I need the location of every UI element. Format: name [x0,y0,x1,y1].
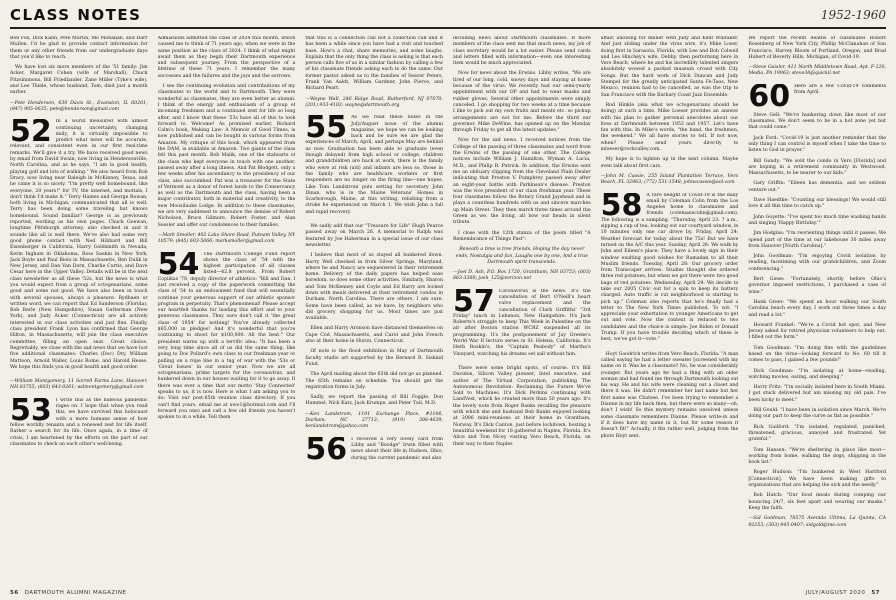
note-paragraph: that this is a connection call not a collection call and it has been a while since you have had a visit and touched base. How's a chat, share memories, and some laughs. Explain that the only thing the class is asking is that each person calls five of us in a similar fashion by calling a few of his classmate friends asking each to do the same. Our former pastor asked us to the families of Seaver Peters, Frank Van Aaldt, William Gardner, John Pierce, and Richard Peart. [305,36,443,92]
class-57-notes [453,289,591,362]
page-number-left: 56 [10,590,19,596]
magazine-name: DARTMOUTH ALUMNI MAGAZINE [24,590,127,596]
note-paragraph: Of note is the flood exhibition in May of Dartmouth faculty studio art supported by the Bernard R. Siskind Fund. [305,349,443,367]
classmate-comment: Steve Gell: "We're hunkering down like most of our classmates. We don't seem to be in a hot zone yet but that could come." [748,112,886,131]
note-paragraph: A rare delight of Covid-19 is the daily email by Coleman Colin from the Los Angeles home to classmates and friends (colemanscolin@gmail.com). The following is a sampling. "Thursday, April 23: 7 a.m., sipping a cup of tea, looking out our courtyard window, in 10 minutes only one car drove by. Friday, April 24: Weather forecast for today about the 75s! But we have turned on the A/C this year. Sunday, April 26: We walk by John and Eileen's place. They have a lovely sign in their window exalting good wishes for Ramadan to all their Muslim friends. Tuesday, April 28: Our grocery order from Transcaper arrives. Studies thought she ordered three red potatoes, but when we got there were two good bags of red potatoes. Wednesday, April 29: We decide to take our 2005 Civic out for a spin to keep its battery charged. Auto traffic is cut neighborhood is starting to pick up." Coleman also reports that he's finally had a letter to The New York Times published. To wit: "I appreciate your exhortation to younger Americans to get out and vote. Now the context is reduced to two candidates and the choice is simple: Joe Biden or Donald Trump. If you have trouble deciding which of these is best, we've got it—vote." [600,192,739,343]
note-paragraph: I received a very lovely card from Libby and "Boodge" Irwin filled with news about their life in Hudson, Ohio, during the current pandemic and also [351,436,443,461]
class-year-52: 52 [10,119,52,150]
class-year-53: 53 [10,397,52,428]
secretary-signature: —John M. Cassie, 255 Island Plantation Terrace, Vero Beach, FL 32963; (772) 531-1548; johnecassie@aol.com [600,173,739,186]
class-year-60: 60 [748,83,791,109]
note-paragraph: The April mailing about the 65th did not go as planned. The 65th remains on schedule. You should get the registration forms in July. [305,372,443,390]
class-52-notes [10,119,148,375]
classmate-comment: Jim Hodgins: "I'm reorienting things until it passes. We spend part of the time at our lakehouse 30 miles away from Hanover [North Carolina]." [748,231,886,249]
secretary-signature: —Ken Landstrom, 1101 Exchange Place, #1106, Durham, NC 27713; (919) 306-4639; kenlandstrom@yahoo.com [305,411,443,430]
class-58-notes [601,193,739,348]
column-1 [10,36,148,578]
note-paragraph: In a world measured with almost continuing uncertainty, changing daily, it is virtually impossible to predict what news will be accurate, relevant, and consistent even in our first real-time remarks. We'll give it a try. We have received good news by email from David Swain, now living in Hendersonville, North Carolina, and as he says, "I am in good health, playing golf and lots of walking." We also heard from Bob Dracy, now living near Raleigh in McKinney, Texas, and he came it is so nicely. "I'm pretty well homebound, like everyone, 20 years!" for TV, the internet, and mottals, I don't think I'd make it." Terry Haines and George Rowan, both living in Michigan, communicated that all is well. Terry has been doing some traveling but knows homebound. Sound familiar? George is as previously reported, working as his own pages. Chuck Goewan, longtime Pittsburgh attorney, also checked in and it sounds like all is well there. We've also had some very good phone contact with Ned Hibbard and Bill Eisenberger in California, Harry Goldsmith in Nevada, Kerm Ingham in Oklahoma, Ross Saekin in New York, Jack Boyle and Paul Biolo in Massachusetts, Ben Dulik in New Jersey, and Dan Van Dorn, Charlie Curtis, and Dave Cesar here in the Upper Valley. Details will be in the next class newsletter as all these '52s, but the news is what you would expect from a group of octogenarians, some good and some not good. We have also been in touch with several spouses, always a pleasure. Rydbaen or written word, we can report that Ed Sanderson (Florida), Bob Berle (New Hampshire), Susan Gutterman (New York), and Judy Acker (Connecticut) are all actively interested in our class activities and just fine. Finally, class president Frank Lyon has confirmed that George Hilton, in Massachusetts, will join the class executive committee, filling an open seat. Great choice. Regrettably, we close with the sad news that we have lost five additional classmates: Charles (Doc) Dry, William Mattoon, Arnold Waller, Louis Rome, and Harold Hesse. We hope this finds you in good health and good order. [10,119,148,370]
column-5 [601,36,739,578]
note-paragraph: including news about Dartmouth classmates. If more members of the class sent me that much news, my job of class secretary would be a lot easier. Please send cards and letters filled with information—even one interesting item would be much appreciated. [453,36,591,67]
note-paragraph: Ellen and Harry Aronson have distanced themselves on Cape Cod, Massachusetts, and Carol and John French also at their home in Huron, Connecticut. [305,326,443,345]
note-paragraph: Sadly, we report the passing of Bill Foggle, Don Hummel, Nick Katz, Jack Krumpe, and Peter Tuil, M.D. [305,395,443,407]
class-year-58: 58 [600,192,643,223]
classmate-comment: Rick Guilford: "I'm isolated, regulated, panicked, threatened, gracious, annoyed and frustrated. Yet grateful." [748,424,886,443]
note-paragraph: affair, allowing for dinner with Judy and Kent Whitaker. And just sliding under the virus wire, it's Mike Loser, doing first in Sarasota, Florida, with Lee and Bob Colwell and Les Hinchey's wife, Debby, then performing here in Vero Beach, where he and his incredibly talented singers absolutely wowed a packed museum crowd with City Songs. But the hard work of Dick Duncan and Judy Stempel for the greatly anticipated Santa Fe-Taos, New Mexico, reunion had to be cancelled, as was the trip to San Francisco with the Barbary Coast Jazz Ensemble. [600,36,739,98]
class-notes-columns [10,36,886,578]
note-paragraph: Admissions admitted the class of 2024 this month, which caused me to think of 71 years ago, when we were in the same position as the class of 2024. I think of what might await them as they begin their Dartmouth experience and subsequent journey. From the perspective of a lifetime of these 71 years, I remember the many successes and the failures and the joys and the sorrows. [157,36,296,79]
classmate-comment: Roger Hudson: "I'm hunkered in West Hartford [Connecticut]. We have been making gifts to organizations that are helping the sick and the needy." [748,470,886,489]
secretary-signature: —Steve Gaisler, 411 North Middletown Road, Apt. F-120, Media, PA 19063; steve38@quickil.net [748,65,886,77]
class-year-56: 56 [305,436,348,466]
classmate-comment: John Goodman: "I'm enjoying Covid isolation by reading, facetiming with our grandchildren, and Zoom conferencing." [748,254,886,272]
poem-stanza: Beneath a time is tree friends, Hoping the day never ends, Nostalgia and fun, Laughs one by one, And a true Dartmouth spirit transcends. [455,247,588,265]
page-number-right: 57 [871,590,880,596]
class-year-54: 54 [157,251,200,282]
note-paragraph: Here are a few Covid-19 comments from April. [794,83,886,96]
class-55-notes [305,115,443,220]
classmate-comment: Tom Goodman: "I'm doing fine with the guidelines based on the virus—looking forward to No. 60 till it comes to pass, I gained a few pounds!" [748,345,886,364]
note-paragraph: We sadly add that our "Treasure for Life" Hugh Pearce passed away on March 26. A memorial to Ralph was featured by Joe Haberman in a special issue of our class newsletter. [305,224,443,248]
note-paragraph: As we read these notes in the July/August issue of the alumni magazine, we hope we can be looking back and be sure we are glad the experiences of March, April, and perhaps May are behind us now. Graduation has been able to graduate (even though delayed) from high school or college, children and grandchildren are back at work, there is the family who were at risk (aid) and infants are less so, those in the family who are healthcare workers or first responders are no longer on the firing line—one hopes. Like Tom Landstrom puts setting for secretary John Dinan, who is in the Maine Veterans' Homes in Scarborough, Maine, at this writing, relishing from a stroke he experienced on March 1. We wish John a full and rapid recovery. [305,115,443,215]
secretary-signature: —Wayne Wall, 246 Ridge Road, Rutherford, NJ 07070; (201) 933-4102; wayne@dartmouth.org [305,96,443,108]
note-paragraph: We report the recent deaths of classmates Robert Rosenberg of New York City, Phillip McClanahan of San Francisco, Harvey Bloom of Portland, Oregon, and Brad Hubert of Beverly Hills, Michigan, of Covid-19. [748,36,886,60]
note-paragraph: I write this as the hideous pandemic rages on. I hope that when you read this, we have survived this holocaust with a more humane sense of how fellow worldly tenants and a renewed zest for life itself. Rather a search for its life. Once again, in a time of crisis, I am heartened by the efforts on the part of our classmates to check on each other's well-being. [10,397,148,447]
column-3 [305,36,443,578]
page-header [10,4,886,26]
secretary-signature: —Mark Smoller, 402 Lake Shore Road, Putnam Valley, NY 10579; (845) 603-5066; marksmoller@gmail.com [157,232,296,245]
column-6 [748,36,886,578]
classmate-comment: Gary Griffin: "Eileen has dementia, and we seldom venture out." [748,181,886,193]
page-footer [10,582,886,596]
note-paragraph: The Dartmouth College Fund report shows the class of '54 with the highest participation of all classes listed—42.8 percent. From Robert Coplikas '78, deputy director of athletics: "Bill and Dan, I just received a copy of the paperwork committing the class of '54 to an endowment fund that will essentially continue your generous support of our athletic sponsor program in perpetuity. That's phenomenal! Please accept our heartfelt thanks for leading this effort and to your generous classmates. They sure don't call it 'the great class of 1954' for nothing! You've already collected $65,000 in pledges! And it's wonderful that you're continuing to shoot for $100,000. All the best." Our president warns up with a terrific idea: "It has been a very long time since all of us did the same thing, like going to Doc Pollard's own class to our freshman year or pulling on a rope line in a tug of war with the '53s or 'Great Issues' in our senior year. Now we are all octogenarians, prime targets for the coronavirus, and hunkered down in our houses waiting for it to go away. If there was ever a time that our motto 'Stay Connected' speaks to us, it is now. Here is what I am asking you to do: Visit our post-85th reunion class directory. If you can't find yours, email me at uwo1@hotmail.com and I'll forward you one) and call a few old friends you haven't spoken to in a while. Tell them [157,251,296,421]
classmate-comment: Harry Fritz: "I'm socially isolated here in South Miami. I got stuck delivered but am missing my old pals. I've been lucky to meet." [748,385,886,403]
classmate-comment: Hank Greer: "We spend an hour walking our South Carolina beach every day, I work out three times a day and read a lot." [748,299,886,318]
classmate-comment: Jack Ford: "Covid-19 is just another reminder that the only thing I can control is myself when I take the time to listen to God in prayer." [748,135,886,154]
note-paragraph: Bob Fox, Dick Kahn, Pete Martin, Mo Monahan, and Harr Mullen. I'd be glad to provide contact information for them or any other friends from our undergraduate days that you'd like to reach. [10,36,148,60]
class-53-notes [10,398,148,452]
classmate-comment: Bill Gundy: "We sold the condo in Vero [Florida] and are hoping in a retirement community in Westwood, Massachusetts, to be nearer to our kids." [748,158,886,177]
note-paragraph: Rod Hinkle (aka what we octogenarians should be doing) at such a time. Mike Loeser provides an answer with his plan to gather personal anecdotes about our lives at Dartmouth between 1953 and 1957. Let's have fun with this. In Mike's words, "the band, the freshmen, the weekend." We all have stories to tell. If not now, when? Please send yours directly to mloeser@rockvalley.com. [600,102,739,153]
classmate-comment: John Goyette: "I've spent too much time washing hands and singing 'Happy Birthday.'" [748,214,886,226]
classmate-comment: Bert Giese: "Fortunately, shortly before Ohio's governor imposed restrictions, I purchased a case of wine." [748,277,886,295]
note-paragraph: I close with the 12th stanza of the poem titled "A Remembrance of Things Past": [453,230,591,242]
secretary-signature: —William Montgomery, 11 Sorrell Farms Lane, Hanover, NH 03755; (603) 643-0261; wdmontgomery@gmail.com [10,379,148,391]
classmate-comment: Dick Goodman: "I'm isolating at home—reading, watching movies, eating, and sleeping." [748,368,886,380]
class-60-notes [748,84,886,109]
class-year-55: 55 [305,115,348,146]
secretary-signature: —Joel D. Ash, P.O. Box 1720, Grantham, NH 03753; (603) 863-3360; joeh_125@verizon.net [453,270,591,282]
classmate-comment: Tom Hansen: "We're sheltering in place like most—working from home, walking the dogs, shipping in the book list." [748,447,886,466]
classmate-comment: Bill Gould: "I have been in isolation since March. We're doing our part to keep the curve as flat as possible." [748,408,886,420]
note-paragraph: There were some bright spots, of course. It's Bill Davidon, Silicon Valley pioneer, Intel executive, and author of The Virtual Corporation, publishing The Autonomous Revolution: Reclaiming the Future We've Sold to Machines. It's Dick Perkins continuing with LandVest, which he created more than 50 years ago. It's the lovely note from Roger Banks recalling the pleasure with which she and husband Bob Banks enjoyed looking at 2006 mini-reunions at their home in Grantham, Norway. It's Dick Canton, just before lockdown, hosting a beautiful weekend for 18 gathered in Naples, Florida. It's Alice and Tom Nicey visiting Vero Beach, Florida, on their way to their Naples [453,365,591,447]
section-title: CLASS NOTES [10,6,142,24]
issue-date: JULY/AUGUST 2020 [805,590,866,596]
note-paragraph: My hope is to lighten up in the next column. Maybe even talk about first cars. [600,157,739,169]
class-year-57: 57 [453,288,495,319]
note-paragraph: We have lost six more members of the '51 family: Jim Acker, Margaret Cohen (wife of Marshall), Chuck Fitzsimmons, Bill Friedlander, Zane Miller (Tyke's wife), and Lee Thiele, whose husband, Tom, died just a month earlier. [10,65,148,96]
class-56-notes [305,437,443,466]
secretary-signature: —Pete Henderson, 630 Davis St., Evanston, IL 60201; (847) 905-0635; pete@henderson@gmail.com [10,100,148,112]
column-4 [453,36,591,578]
footer-right [805,590,886,596]
note-paragraph: I see the continuing evolution and contributions of my classmates to the world and to Dartmouth. They were wonderful as classmates, they are even better as alumni. I think of the energy and enthusiasm of a group of incoming freshmen and a continued zest for life so long after, and I know that these '53s have all of this to look forward to. Welcome! As promised earlier, Richard Calm's book, Making Law: A Memoir of Good Times, is now published and can be bought in various forms from Amazon. My critique of this book, which appeared from the DAM, is available at Amazon. Two giants of the class fell this past month. Bob Malik, one of the stalwarts of the class who kept everyone in touch with one another, passed away after a long illness. And Pat Blodgett, only a few weeks after his ascendancy to the presidency of our class, also succumbed. Pat was a treasurer for the State of Vermont as a donor of forest lands to the Conservancy as well as the Dartmouth and the class, having been a major contributor, both in material and creativity, to the new Moosilauke Lodge. In addition to these classmates, we are very saddened to announce the demise of Robert Nicholson, Bruce Gilmore, Robert Foster, and Alan Sessler and offer our condolences to their families. [157,84,296,228]
note-paragraph: Hoyt Goodrich writes from Vero Beach, Florida: "A man called saying he had a letter sweater [screened with my name on it. Was he a classmate? No, he was considerably younger. But years ago he had a fling with an older woman and had found me through Dartmouth looking out his way. He and his wife were cleaning out a closet and there it was. He didn't remember her last name but her first name was Chatsee. I've been trying to remember a Dianne in my life back then, but there were so many—oh, don't I wish! So this mystery remains unsolved unless some classmate remembers Dianne. Please write-in and if it does have my name in it, but for some reason it doesn't fit!" Actually, it fits rather well, judging from the photo Hoyt sent. [600,351,739,439]
class-54-notes [158,252,296,426]
classmate-comment: Dave Haedtke: "Counting our blessings! We would still love it all this time to catch up." [748,198,886,210]
classmate-comment: Bob Hatch: "Our food meals during comping our bouncing 24/7, six feet apart and wearing our masks." Keep the faith. [748,493,886,511]
note-paragraph: Coronavirus is the news. It's the cancellation of Bert O'Neill's heart valve replacement and the cancellation of Clark Griffiths' "3rd Friday" lunch in Lebanon, New Hampshire. It's Jack Roberts's struggle to keep This Week in Palestine on the air after Boston station WCRZ suspended all its programming. It's the postponement of Jay Greene's World War II lecture series in St. Helena, California. It's Herb Roskin's, the "Captain Peabody" of Martha's Vineyard, watching his dreams set sail without him. [453,288,591,357]
secretary-signature: —Sid Goldman, 78575 Avenida Ultima, La Quinta, CA 92253; (303) 845-0407; sidgold@me.com [748,516,886,528]
note-paragraph: Now for the sad news. I received notices from the College of the passing of three classmates and word from the Erwins of the passing of one other. The College notices include William J. Hamilton, Wyman A. Lucia, M.D., and Philip R. Patrick. In addition, the Erwins sent me an obituary clipping from the Cleveland Plain Dealer indicating that Preston V. Pumphrey passed away after an eight-year battle with Parkinson's disease. Preston was the vice president of our class freshman year. These four classmates follow the Rotary Grand Jayshead and in plays a countless hundreds with us and sincere marches up Main Street. They then march three times around the Green as we, the living, all bow our heads in silent tribute. [453,138,591,226]
note-paragraph: Now for news about the Erwins. Libby writes, "We are tired of our long, cold, snowy days and staying at home because of the virus. We recently had our semi-yearly appointment with our OP and had to wear masks and rubber gloves. Several other appointments were simply canceled. I go shopping for two weeks at a time because I like to pick out my own fruits and meats etc. so pickup arrangements are not for me. Before the third our governor, Mike DeWine, has opened up on the Monday through Friday to get all the latest updates." [453,71,591,134]
column-2 [158,36,296,578]
class-year-range: 1952-1960 [820,8,886,22]
header-rule [10,27,886,29]
note-paragraph: I believe that most of us stayed all hunkered down. Harry Well checked in from Silver Springs, Maryland, where he and Nancy are sequestered in their retirement home. Delivery of the daily papers has helped ease boredom, so does some other activities. Similarly, Sharon and Tom McKenney and Coyle and Ed Barry are locked down with meals delivered at their retirement condos in Durham, North Carolina. There are others, I am sure. Some have been called, as we have, by neighbors who did grocery shopping for us. Most times are just available. [305,253,443,322]
classmate-comment: Howard Frankel: "We're a Covid hot spot, and New Jersey asked for retired physician volunteers to help out. I filled out the form." [748,322,886,341]
footer-left [10,590,126,596]
